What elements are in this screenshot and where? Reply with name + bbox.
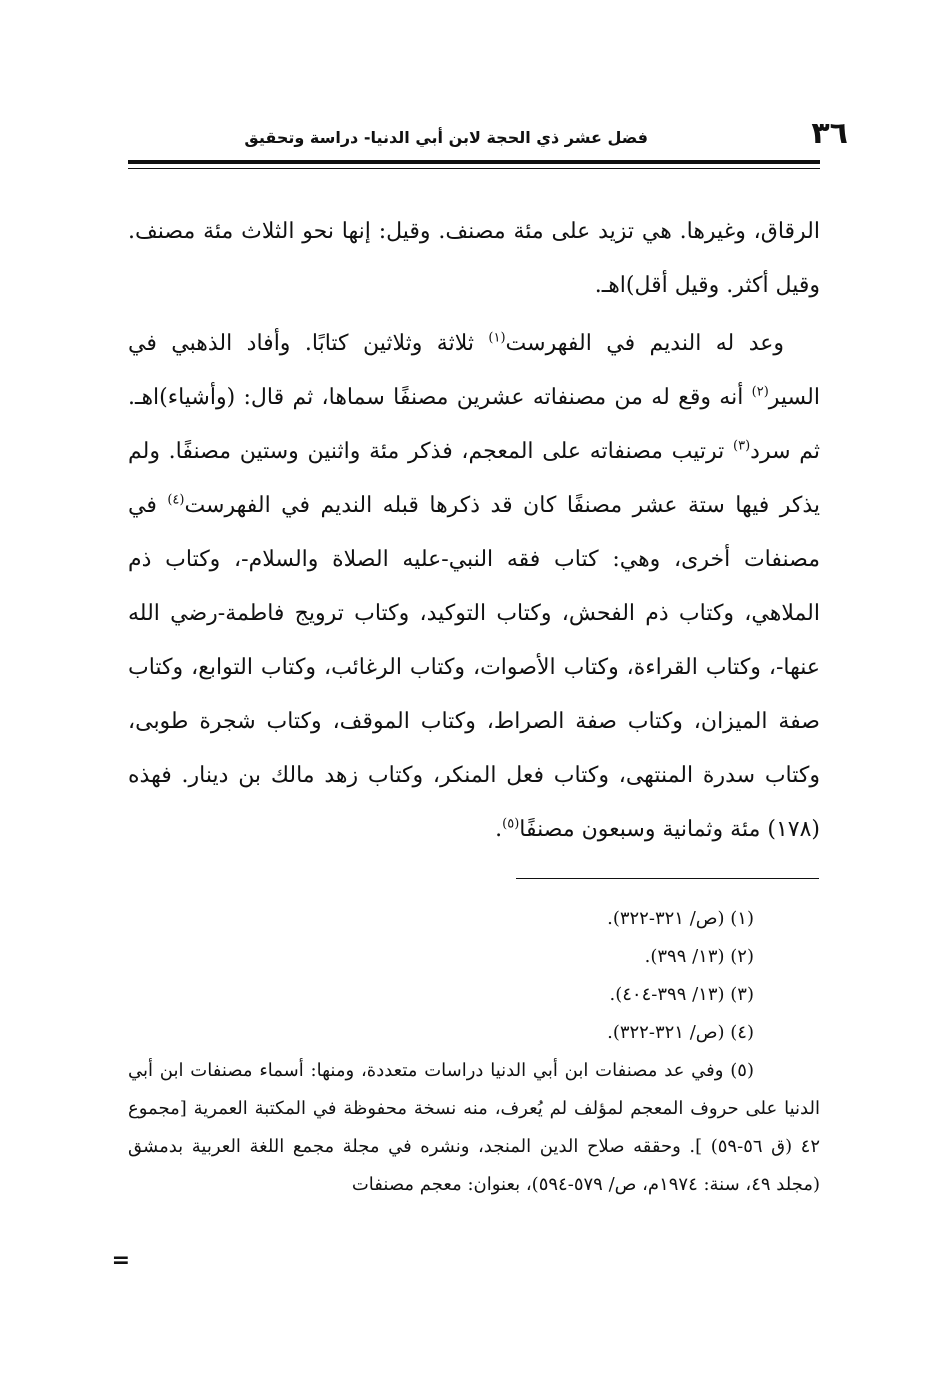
footnote-ref-4: (٤) [167, 492, 185, 508]
paragraph-2-text: ترتيب مصنفاته على المعجم، فذكر مئة واثنين وستين مصنفًا. ولم يذكر فيها ستة عشر مصنفًا كان قد ذكرها قبله النديم في الفهرست [128, 439, 820, 518]
footnote-4: (٤) (ص/ ٣٢١-٣٢٢). [607, 1022, 754, 1043]
main-text [128, 205, 820, 857]
footnote-divider [516, 878, 819, 879]
footnote-5: (٥) وفي عد مصنفات ابن أبي الدنيا دراسات متعددة، ومنها: أسماء مصنفات ابن أبي الدنيا على حروف المعجم لمؤلف لم يُعرف، منه نسخة محفوظة في المكتبة العمرية [مجموع ٤٢ (ق ٥٦-٥٩) ]. وحققه صلاح الدين المنجد، ونشره في مجلة مجمع اللغة العربية بدمشق (مجلد ٤٩، سنة: ١٩٧٤م، ص/ ٥٧٩-٥٩٤)، بعنوان: معجم مصنفات [128, 1060, 820, 1195]
footnote-ref-3: (٣) [733, 438, 751, 454]
paragraph-2-text: وعد له النديم في الفهرست [505, 331, 784, 356]
paragraph-2 [128, 317, 820, 857]
footnote-3: (٣) (١٣/ ٣٩٩-٤٠٤). [609, 984, 754, 1005]
paragraph-1: الرقاق، وغيرها. هي تزيد على مئة مصنف. وقيل: إنها نحو الثلاث مئة مصنف. وقيل أكثر. وقيل أقل)اهـ. [128, 219, 820, 298]
paragraph-2-text: في مصنفات أخرى، وهي: كتاب فقه النبي-عليه الصلاة والسلام-، وكتاب ذم الملاهي، وكتاب ذم الفحش، وكتاب التوكيد، وكتاب ترويج فاطمة-رضي الله عنها-، وكتاب القراءة، وكتاب الأصوات، وكتاب الرغائب، وكتاب التوابع، وكتاب صفة الميزان، وكتاب صفة الصراط، وكتاب الموقف، وكتاب شجرة طوبى، وكتاب سدرة المنتهى، وكتاب فعل المنكر، وكتاب زهد مالك بن دينار. فهذه (١٧٨) مئة وثمانية وسبعون مصنفًا [128, 493, 820, 842]
footnote-ref-2: (٢) [751, 384, 769, 400]
continuation-mark: = [111, 1248, 130, 1273]
footnote-ref-1: (١) [488, 330, 506, 346]
header-rule-thin [128, 168, 820, 169]
footnote-1: (١) (ص/ ٣٢١-٣٢٢). [607, 908, 754, 929]
footnote-2: (٢) (١٣/ ٣٩٩). [644, 946, 754, 967]
running-title: فضل عشر ذي الحجة لابن أبي الدنيا- دراسة وتحقيق [244, 128, 648, 147]
page-number: ٣٦ [811, 116, 848, 151]
footnotes [128, 900, 820, 1204]
paragraph-2-text: ثلاثة وثلاثين كتابًا. وأفاد الذهبي في السير [128, 331, 820, 410]
paragraph-2-text: أنه وقع له من مصنفاته عشرين مصنفًا سماها، ثم قال: (وأشياء)اهـ. ثم سرد [128, 385, 820, 464]
header-rule-thick [128, 160, 820, 164]
footnote-ref-5: (٥) [502, 816, 520, 832]
paragraph-2-text: . [495, 817, 503, 842]
